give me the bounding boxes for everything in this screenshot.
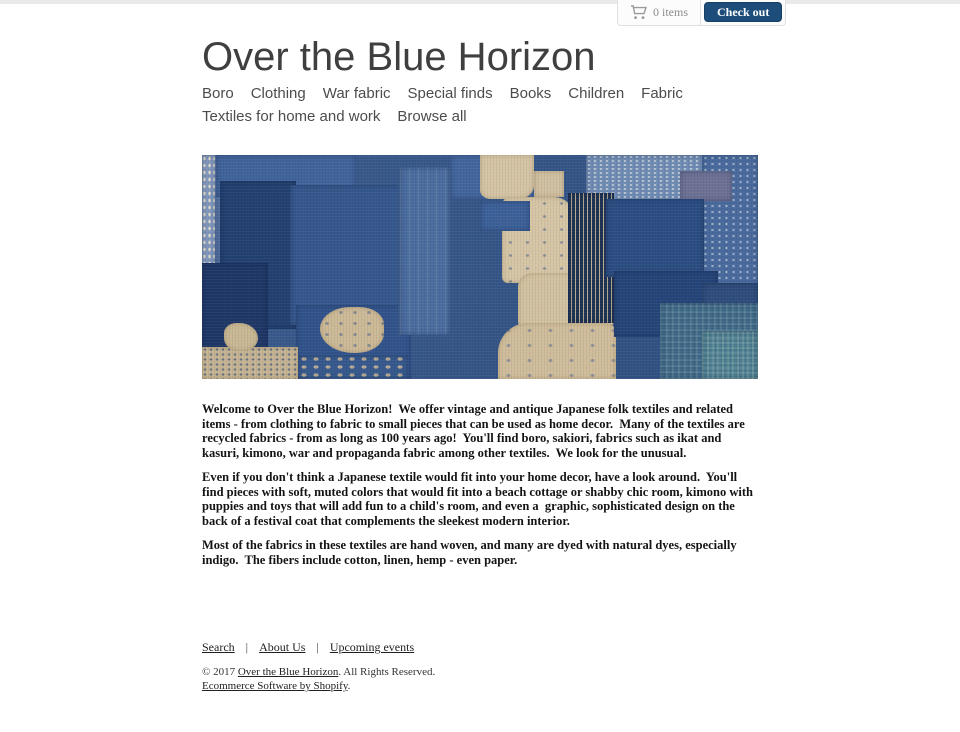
nav-item-browse-all[interactable]: Browse all [397, 108, 467, 125]
fabric-patch [398, 167, 450, 335]
shopify-link[interactable]: Ecommerce Software by Shopify [202, 680, 348, 692]
footer-link-about-us[interactable]: About Us [259, 640, 306, 654]
hero-image [202, 155, 758, 379]
fabric-patch-tan [480, 155, 534, 199]
fabric-patch-tan [224, 323, 258, 351]
shopify-credit-period: . [347, 680, 351, 692]
footer-link-search[interactable]: Search [202, 640, 235, 654]
nav-item-children[interactable]: Children [568, 85, 625, 102]
fabric-patch-tan [498, 323, 616, 379]
copyright-prefix: © 2017 [202, 666, 238, 678]
content-column [202, 34, 758, 732]
fabric-patch-tan [202, 347, 298, 379]
cart-widget [617, 0, 786, 26]
copyright-suffix: . All Rights Reserved. [338, 666, 436, 678]
checkout-button[interactable]: Check out [704, 2, 782, 22]
fabric-patch-tan [534, 171, 564, 197]
cart-divider [700, 0, 701, 25]
nav-item-boro[interactable]: Boro [202, 85, 234, 102]
footer [202, 640, 758, 732]
copyright [202, 666, 758, 678]
fabric-patch [480, 201, 530, 231]
fabric-patch [298, 355, 408, 379]
separator: | [316, 640, 319, 654]
separator: | [245, 640, 249, 654]
fabric-patch [606, 199, 704, 277]
top-strip [0, 0, 960, 4]
footer-link-upcoming-events[interactable]: Upcoming events [329, 640, 415, 654]
fabric-patch-tan [320, 307, 384, 353]
fabric-patch [702, 331, 758, 379]
shopify-credit [202, 680, 758, 692]
cart-icon [630, 5, 647, 20]
site-title[interactable]: Over the Blue Horizon [202, 35, 596, 79]
cart-summary[interactable] [618, 0, 700, 25]
intro-paragraph-2: Even if you don't think a Japanese textile would fit into your home decor, have a look around. You'll find pieces with soft, muted colors that would fit into a beach cottage or shabby chic room, kimono with puppies and toys that will add fun to a child's room, and even a graphic, sophisticated design on the back of a festival coat that complements the sleekest modern interior. [202, 470, 757, 528]
intro-paragraph-1: Welcome to Over the Blue Horizon! We offer vintage and antique Japanese folk textiles and related items - from clothing to fabric to small pieces that can be used as home decor. Many of the textiles are recycled fabrics - from as long as 100 years ago! You'll find boro, sakiori, fabrics such as ikat and kasuri, kimono, war and propaganda fabric among other textiles. We look for the unusual. [202, 402, 748, 460]
nav-item-fabric[interactable]: Fabric [641, 85, 683, 102]
fabric-patch [290, 185, 408, 325]
cart-count: 0 items [653, 5, 688, 19]
nav-item-books[interactable]: Books [509, 85, 552, 102]
nav-item-war-fabric[interactable]: War fabric [322, 85, 391, 102]
fabric-patch [680, 171, 732, 201]
intro-paragraph-3: Most of the fabrics in these textiles are hand woven, and many are dyed with natural dyes, especially indigo. The fibers include cotton, linen, hemp - even paper. [202, 538, 740, 567]
nav-item-clothing[interactable]: Clothing [250, 85, 306, 102]
main-nav [202, 82, 758, 128]
nav-item-textiles-home-work[interactable]: Textiles for home and work [202, 108, 381, 125]
intro-text [202, 402, 758, 567]
copyright-site-link[interactable]: Over the Blue Horizon [237, 666, 339, 678]
nav-item-special-finds[interactable]: Special finds [407, 85, 493, 102]
footer-links [202, 640, 758, 655]
